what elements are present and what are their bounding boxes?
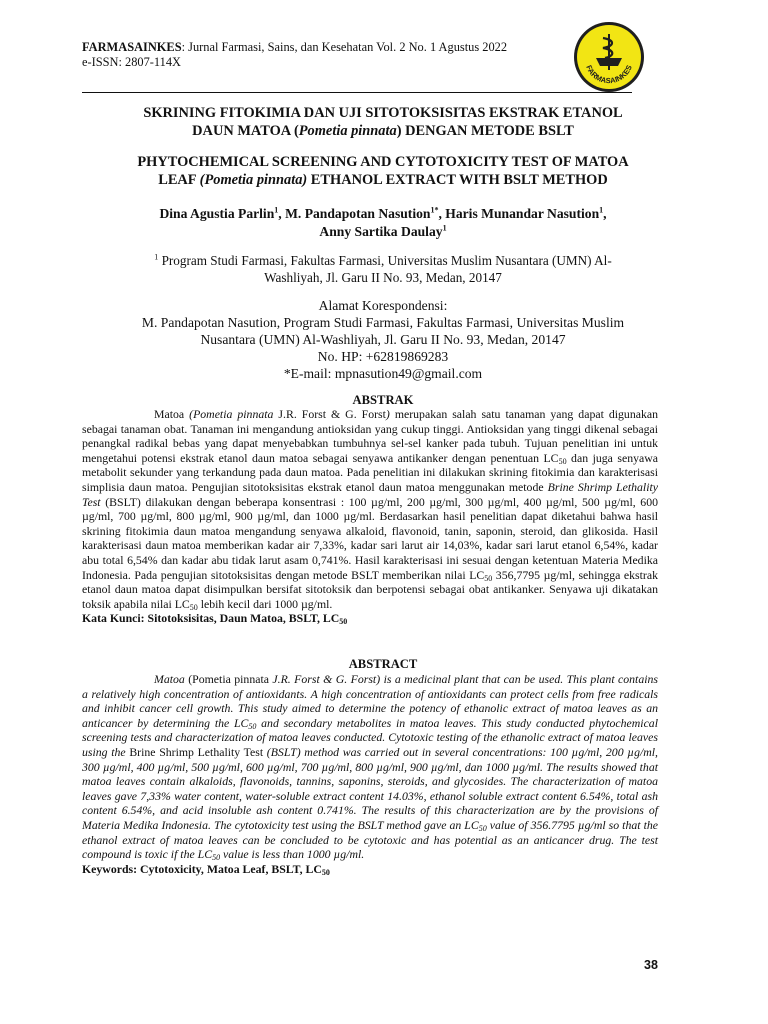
header-divider [82, 92, 632, 93]
correspondence-block: Alamat Korespondensi: M. Pandapotan Nasution, Program Studi Farmasi, Fakultas Farmasi, Universitas Muslim Nusantara (UMN) Al-Washliyah, Jl. Garu II No. 93, Medan, 20147 No. HP: +62819869283 *E-mail: mpnasution49@gmail.com [141, 298, 625, 381]
abstract-keywords: Keywords: Cytotoxicity, Matoa Leaf, BSLT, $LC_{50}$ [82, 861, 330, 877]
journal-citation-line [82, 40, 507, 55]
author-affiliation: $^1$ Program Studi Farmasi, Fakultas Farmasi, Universitas Muslim Nusantara (UMN) Al- Washliyah, Jl. Garu II No. 93, Medan, 20147 [154, 252, 612, 285]
abstract-heading: ABSTRACT [348, 657, 418, 671]
page-number: 38 [644, 958, 658, 972]
logo-text: FARMASAINKES [584, 63, 634, 86]
journal-issn: e-ISSN: 2807-114X [82, 55, 182, 69]
title-english: PHYTOCHEMICAL SCREENING AND CYTOTOXICITY TEST OF MATOA LEAF (Pometia pinnata) ETHANOL EXTRACT WITH BSLT METHOD [137, 154, 629, 188]
journal-details: : Jurnal Farmasi, Sains, dan Kesehatan Vol. 2 No. 1 Agustus 2022 [181, 40, 508, 54]
abstrak-keywords: Kata Kunci: Sitotoksisitas, Daun Matoa, BSLT, $LC_{50}$ [82, 611, 348, 627]
title-indonesian: SKRINING FITOKIMIA DAN UJI SITOTOKSISITAS EKSTRAK ETANOL DAUN MATOA (Pometia pinnata) DENGAN METODE BSLT [143, 105, 623, 139]
journal-logo [572, 20, 646, 94]
journal-header [82, 40, 507, 70]
abstract-paragraph: Matoa (Pometia pinnata J.R. Forst & G. Forst) is a medicinal plant that can be used. This plant contains a relatively high concentration of antioxidants. A high concentration of antioxidants can protect cells from free radicals and inhibit cancer cell growth. This study aimed to determine the potency of ethanolic extract of matoa leaves as an anticancer by determining the $LC_{50}$ and secondary metabolites in matoa leaves. This study conducted phytochemical screening tests and characterization of matoa leaves conducted. Cytotoxic testing of the ethanolic extract of matoa leaves using the Brine Shrimp Lethality Test (BSLT) method was carried out in several concentrations: 100 µg/ml, 200 µg/ml, 300 µg/ml, 400 µg/ml, 500 µg/ml, 600 µg/ml, 700 µg/ml, 800 µg/ml, 900 µg/ml, dan 1000 µg/ml. The results showed that matoa leaves contain alkaloids, flavonoids, tannins, saponins, steroids, and glycosides. The characterization of matoa leaves gave 7,33% water content, water-soluble extract content 14.03%, ethanol soluble extract content 6.54%, total ash content 6.54%, and acid insoluble ash content 0.741%. The results of this characterization are by the provisions of Materia Medika Indonesia. The cytotoxicity test using the BSLT method gave an $LC_{50}$ value of 356.7795 µg/ml so that the ethanol extract of matoa leaves can be concluded to be cytotoxic and has potential as an anticancer drug. The test compound is toxic if the $LC_{50}$ value is less than 1000 µg/ml. [82, 672, 658, 863]
abstrak-heading: ABSTRAK [352, 393, 414, 407]
journal-name: FARMASAINKES [82, 40, 182, 54]
author-list: Dina Agustia Parlin$^1$, M. Pandapotan Nasution$^{1*}$, Haris Munandar Nasution$^1$, Anny Sartika Daulay$^1$ [159, 205, 607, 239]
abstract-body [82, 672, 658, 876]
abstrak-paragraph: Matoa (Pometia pinnata J.R. Forst & G. Forst) merupakan salah satu tanaman yang dapat digunakan sebagai tanaman obat. Tanaman ini mengandung antioksidan yang cukup tinggi. Antioksidan yang tinggi dikenal sebagai penangkal radikal bebas yang dapat menyebabkan tumbuhnya sel-sel kanker pada tubuh. Tujuan penelitian ini untuk mengetahui potensi ekstrak etanol daun matoa sebagai senyawa antikanker dengan penentuan $LC_{50}$ dan juga senyawa metabolit sekunder yang terkandung pada daun matoa. Pada penelitian ini dilakukan skrining fitokimia dan karakterisasi simplisia daun matoa. Pengujian sitotoksisitas ekstrak etanol daun matoa menggunakan metode Brine Shrimp Lethality Test (BSLT) dilakukan dengan beberapa konsentrasi : 100 µg/ml, 200 µg/ml, 300 µg/ml, 400 µg/ml, 500 µg/ml, 600 µg/ml, 700 µg/ml, 800 µg/ml, 900 µg/ml, dan 1000 µg/ml. Berdasarkan hasil penelitian dapat diketahui bahwa hasil skrining fitokimia daun matoa mengandung senyawa alkaloid, flavonoid, tanin, saponin, steroid, dan glikosida. Hasil karakterisasi daun matoa memberikan kadar air 7,33%, kadar sari larut air 14,03%, kadar sari larut etanol 6,54%, kadar abu total 6,54% dan kadar abu tidak larut asam 0,741%. Hasil karakterisasi ini sesuai dengan ketentuan Materia Medika Indonesia. Pada pengujian sitotoksisitas dengan metode BSLT memberikan nilai $LC_{50}$ 356,7795 µg/ml, sehingga ekstrak etanol daun matoa dapat disimpulkan bersifat sitotoksik dan berpotensi sebagai obat antikanker. Senyawa uji dikatakan toksik apabila nilai $LC_{50}$ lebih kecil dari 1000 µg/ml. [82, 407, 658, 612]
abstrak-body [82, 407, 658, 626]
